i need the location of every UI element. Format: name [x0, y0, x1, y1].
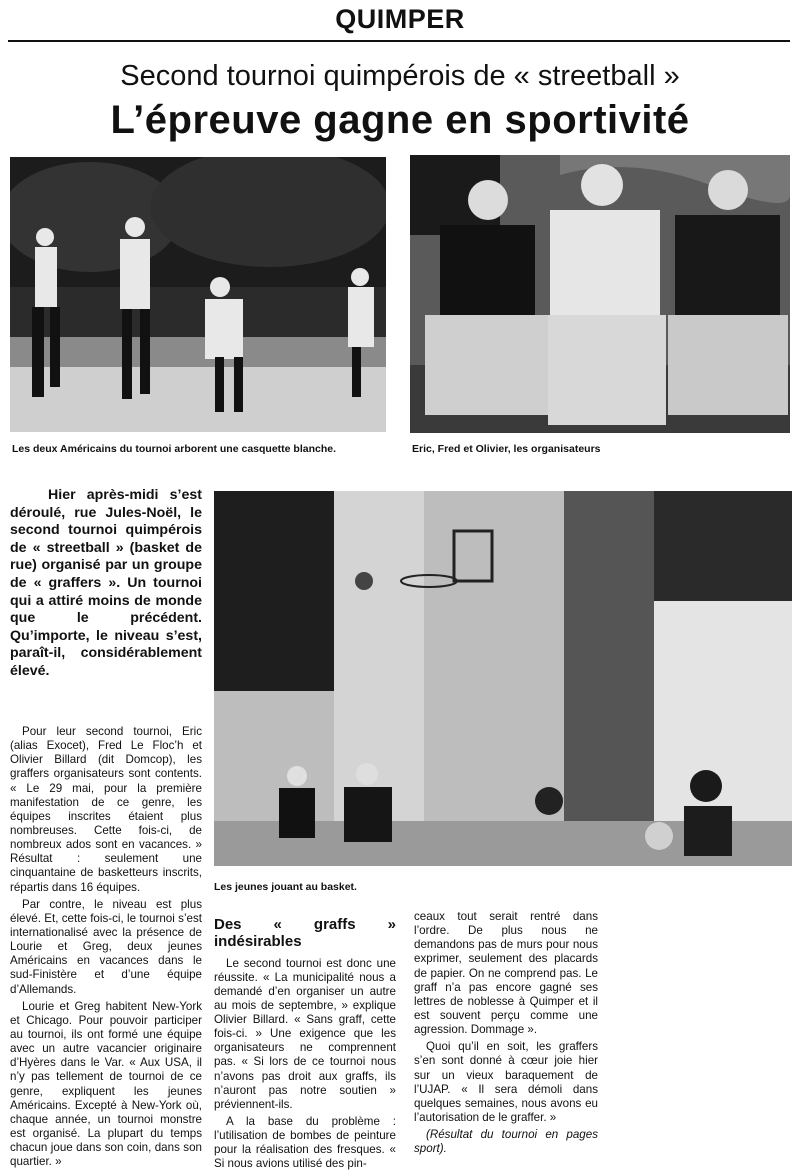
subheading: Des « graffs » indésirables: [214, 916, 396, 951]
article-headline: L’épreuve gagne en sportivité: [110, 98, 690, 142]
col1-paragraph-1: Pour leur second tournoi, Eric (alias Exocet), Fred Le Floc’h et Olivier Billard (dit Domcop), les graffers organisateurs sont contents. « Le 29 mai, pour la première manifestation de ce genre, les équipes inscrites étaient plus nombreuses. Cette fois-ci, de nombreux ados sont en vacances. » Résultat : seulement une cinquantaine de basketteurs inscrits, répartis dans 16 équipes.: [10, 725, 202, 894]
col1-paragraph-2: Par contre, le niveau est plus élevé. Et, cette fois-ci, le tournoi s’est internationalisé avec la présence de Lourie et Greg, deux jeunes Américains en vacances dans le sud-Finistère et d’une équipe d’Allemands.: [10, 897, 202, 996]
lead-paragraph: [10, 487, 202, 681]
photo-organisers: [410, 155, 790, 433]
column-1: [10, 725, 202, 1172]
col3-paragraph-1: ceaux tout serait rentré dans l’ordre. De plus nous ne demandons pas de murs pour nous exprimer, seulement des placards de papier. On ne comprend pas. Le graff n’a pas encore gagné ses lettres de noblesse à Quimper et il est souvent perçu comme une agression. Dommage ».: [414, 910, 598, 1037]
article-subtitle: Second tournoi quimpérois de « streetball »: [120, 60, 680, 92]
col2-paragraph-1: Le second tournoi est donc une réussite. « La municipalité nous a demandé d’en organiser un autre au mois de septembre, » explique Olivier Billard. « Sans graff, cette fois-ci. » Une exigence que les organisateurs ne comprennent pas. « Si lors de ce tournoi nous n’avons pas droit aux graffs, ils n’auront pas notre soutien » préviennent-ils.: [214, 956, 396, 1111]
section-title: QUIMPER: [335, 4, 465, 34]
column-2: [214, 916, 396, 1175]
column-3: [414, 910, 598, 1159]
photo-organisers-caption: Eric, Fred et Olivier, les organisateurs: [412, 443, 601, 455]
col3-paragraph-3: (Résultat du tournoi en pages sport).: [414, 1128, 598, 1156]
col3-paragraph-2: Quoi qu’il en soit, les graffers s’en sont donné à cœur joie hier sur un vieux baraquement de l’UJAP. « Il sera démoli dans quelques semaines, nous avons eu l’autorisation de le graffer. »: [414, 1040, 598, 1124]
photo-basket-caption: Les jeunes jouant au basket.: [214, 881, 357, 893]
photo-players-caption: Les deux Américains du tournoi arborent une casquette blanche.: [12, 443, 337, 455]
photo-basket: [214, 491, 792, 866]
photo-players: [10, 157, 386, 432]
col2-paragraph-2: A la base du problème : l’utilisation de bombes de peinture pour la réalisation des fresques. « Si nous avions utilisé des pin-: [214, 1115, 396, 1171]
section-rule: [8, 40, 790, 42]
col1-paragraph-3: Lourie et Greg habitent New-York et Chicago. Pour pouvoir participer au tournoi, ils ont formé une équipe avec un autre vacancier originaire d’Hyères dans le Var. « Aux USA, il n’y pas tellement de tournoi de ce genre, expliquent les jeunes Américains. Excepté à New-York où, chaque année, un tournoi monstre est organisé. La plupart du temps chacun joue dans son coin, dans son quartier. »: [10, 999, 202, 1169]
lead-text: Hier après-midi s’est déroulé, rue Jules-Noël, le second tournoi quimpérois de « streetball » (basket de rue) organisé par un groupe de « graffers ». Un tournoi qui a attiré moins de monde que le précédent. Qu’importe, le niveau s’est, paraît-il, considérablement élevé.: [10, 487, 202, 680]
